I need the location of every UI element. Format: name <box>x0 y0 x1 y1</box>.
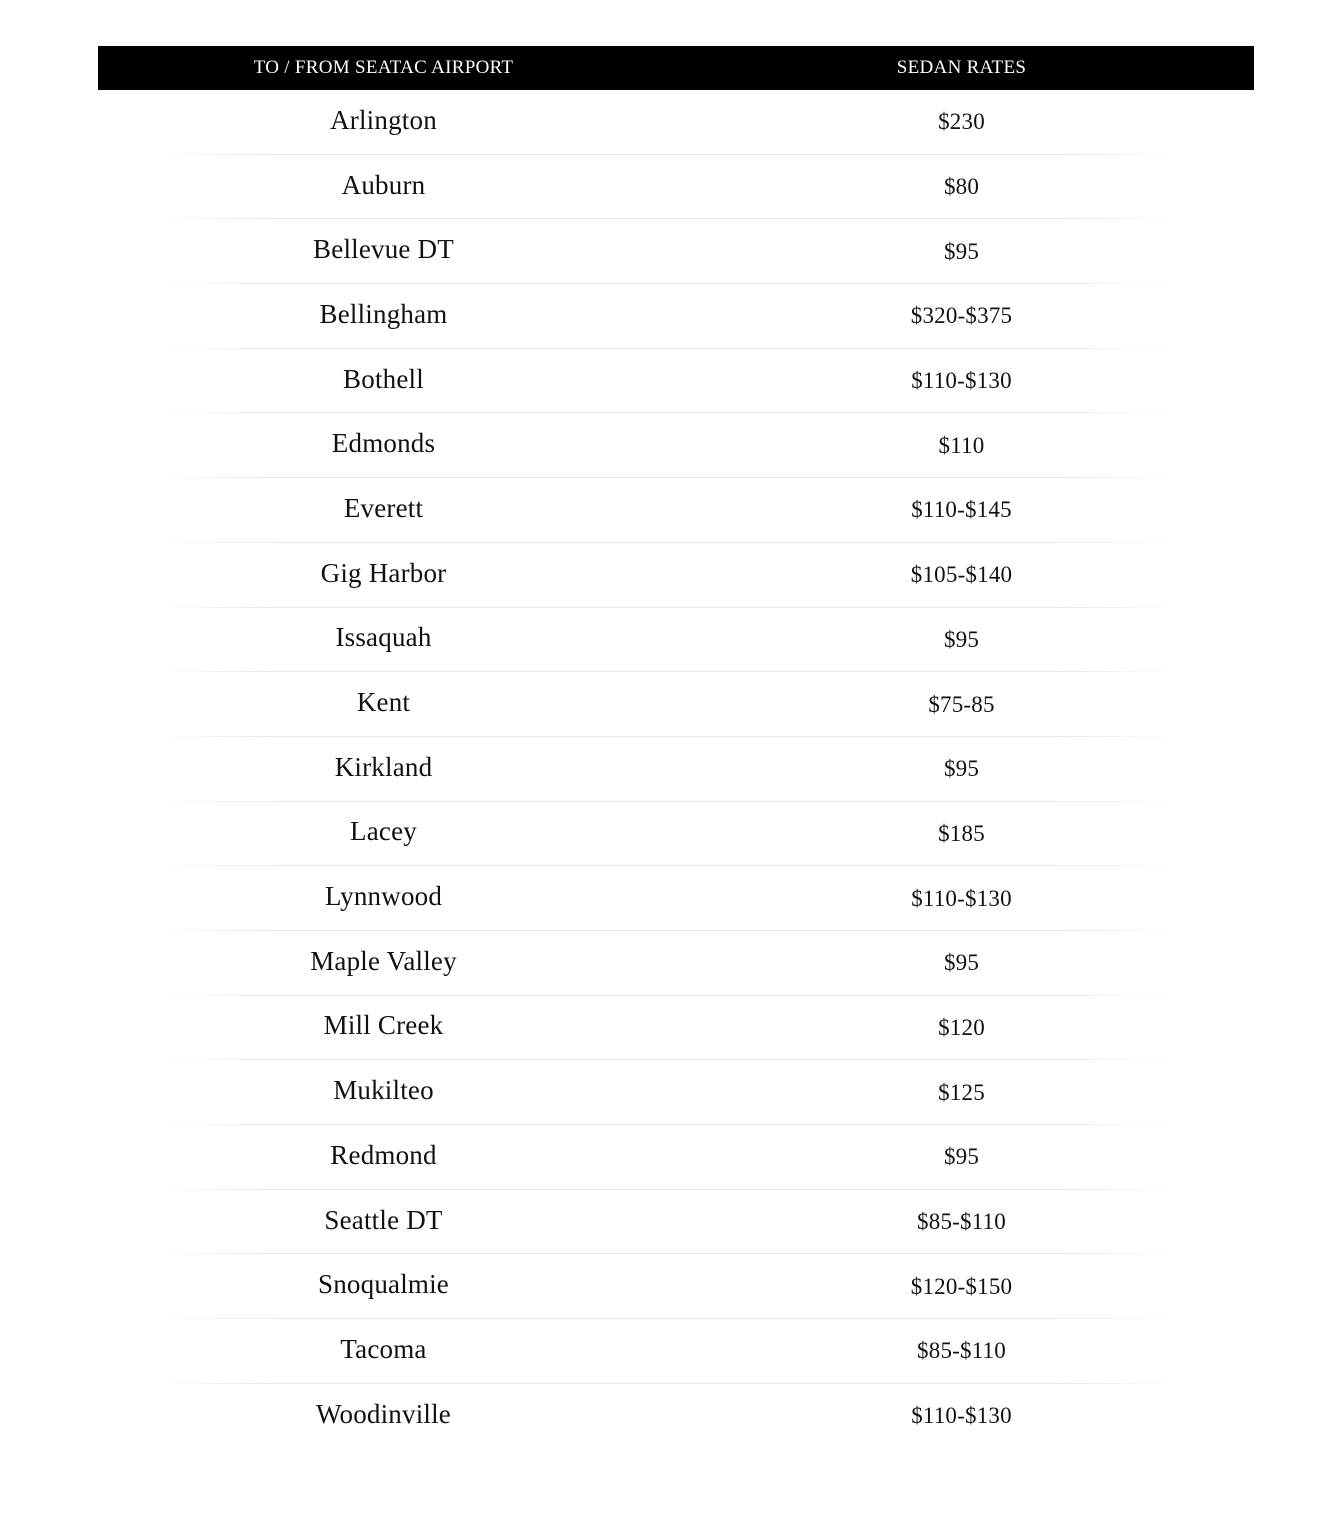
destination-cell: Mukilteo <box>333 1075 434 1106</box>
table-row <box>98 1384 1254 1449</box>
table-row <box>98 866 1254 931</box>
rate-cell: $85-$110 <box>917 1338 1006 1364</box>
rate-cell: $110-$130 <box>911 368 1012 394</box>
table-row <box>98 543 1254 608</box>
table-row <box>98 1060 1254 1125</box>
rate-cell: $120 <box>938 1014 985 1040</box>
rate-cell: $85-$110 <box>917 1209 1006 1235</box>
destination-cell: Maple Valley <box>310 945 457 976</box>
rate-cell: $185 <box>938 820 985 846</box>
header-sedan-rates: SEDAN RATES <box>896 57 1027 78</box>
destination-cell: Everett <box>343 492 424 523</box>
destination-cell: Bothell <box>343 363 424 394</box>
destination-cell: Auburn <box>341 169 426 200</box>
table-row <box>98 931 1254 996</box>
destination-cell: Kent <box>356 687 411 718</box>
destination-cell: Lynnwood <box>324 881 443 912</box>
rate-cell: $110-$130 <box>911 885 1012 911</box>
destination-cell: Kirkland <box>334 751 433 782</box>
destination-cell: Lacey <box>350 816 417 847</box>
destination-cell: Gig Harbor <box>320 557 447 588</box>
destination-cell: Snoqualmie <box>318 1269 449 1300</box>
header-destination: TO / FROM SEATAC AIRPORT <box>253 57 514 78</box>
table-row <box>98 996 1254 1061</box>
table-row <box>98 1254 1254 1319</box>
rate-cell: $110-$145 <box>911 497 1012 523</box>
table-row <box>98 1190 1254 1255</box>
destination-cell: Bellingham <box>319 298 448 329</box>
destination-cell: Woodinville <box>315 1398 451 1429</box>
table-row <box>98 737 1254 802</box>
destination-cell: Mill Creek <box>323 1010 444 1041</box>
sedan-rates-table <box>98 46 1254 1448</box>
table-row <box>98 413 1254 478</box>
table-body <box>98 90 1254 1448</box>
destination-cell: Seattle DT <box>324 1204 443 1235</box>
rate-cell: $110 <box>938 432 985 458</box>
rate-cell: $95 <box>943 950 980 976</box>
rate-cell: $95 <box>943 756 980 782</box>
destination-cell: Arlington <box>330 104 437 135</box>
destination-cell: Issaquah <box>335 622 432 653</box>
table-row <box>98 284 1254 349</box>
table-row <box>98 608 1254 673</box>
rate-cell: $105-$140 <box>910 562 1013 588</box>
destination-cell: Tacoma <box>340 1333 427 1364</box>
table-row <box>98 155 1254 220</box>
rate-cell: $120-$150 <box>910 1273 1013 1299</box>
table-row <box>98 672 1254 737</box>
rate-cell: $110-$130 <box>911 1403 1012 1429</box>
rate-cell: $125 <box>938 1079 985 1105</box>
rate-cell: $95 <box>943 626 980 652</box>
table-row <box>98 478 1254 543</box>
rate-cell: $80 <box>943 174 980 200</box>
table-header <box>98 46 1254 90</box>
table-row <box>98 90 1254 155</box>
rate-cell: $230 <box>938 109 985 135</box>
rate-cell: $75-85 <box>928 691 995 717</box>
destination-cell: Edmonds <box>331 428 436 459</box>
rate-cell: $95 <box>943 1144 980 1170</box>
table-row <box>98 802 1254 867</box>
rate-cell: $320-$375 <box>910 303 1013 329</box>
destination-cell: Redmond <box>330 1139 437 1170</box>
table-row <box>98 1319 1254 1384</box>
destination-cell: Bellevue DT <box>313 234 454 265</box>
table-row <box>98 219 1254 284</box>
table-row <box>98 1125 1254 1190</box>
rate-cell: $95 <box>943 238 980 264</box>
table-row <box>98 349 1254 414</box>
